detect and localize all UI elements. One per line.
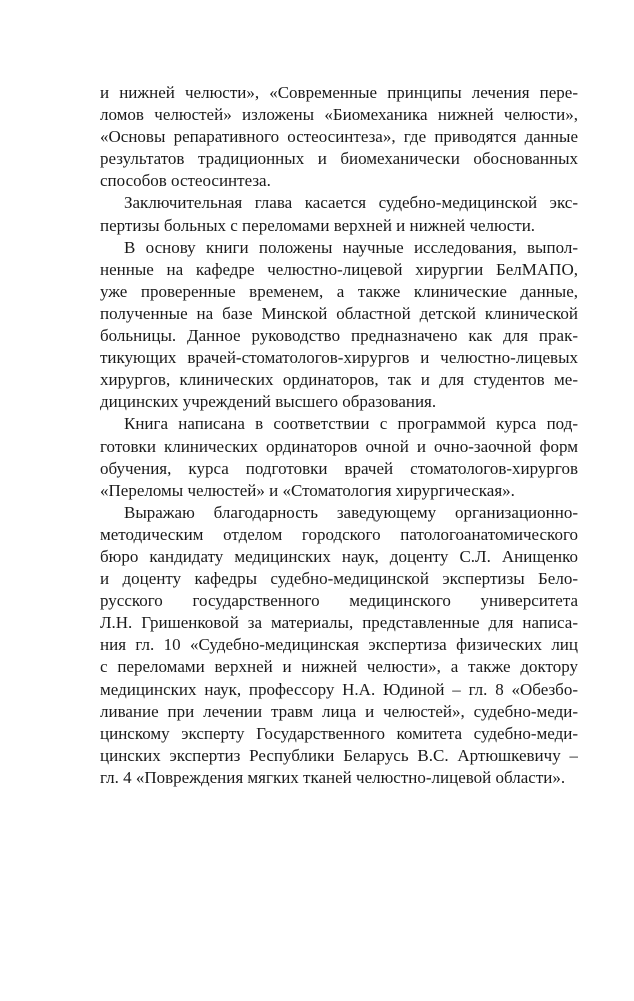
paragraph — [100, 82, 578, 192]
paragraph — [100, 502, 578, 789]
text-line: ливание при лечении травм лица и челюстей», судебно-меди- — [100, 701, 578, 721]
text-line: Заключительная глава касается судебно-медицинской экс- — [124, 193, 578, 213]
text-line: гл. 4 «Повреждения мягких тканей челюстно-лицевой области». — [100, 767, 566, 787]
text-line: цинскому эксперту Государственного комитета судебно-меди- — [100, 723, 578, 743]
text-line: «Основы репаративного остеосинтеза», где приводятся данные — [100, 127, 578, 147]
text-line: Выражаю благодарность заведующему организационно- — [124, 502, 578, 522]
text-line: цинских экспертиз Республики Беларусь В.С. Артюшкевичу – — [100, 745, 578, 765]
paragraph — [100, 192, 578, 236]
text-line: способов остеосинтеза. — [100, 171, 271, 191]
text-line: и нижней челюсти», «Современные принципы лечения пере- — [100, 83, 578, 102]
text-line: Л.Н. Гришенковой за материалы, представленные для написа- — [100, 613, 578, 633]
text-line: «Переломы челюстей» и «Стоматология хирургическая». — [100, 480, 515, 500]
text-line: уже проверенные временем, а также клинические данные, — [100, 281, 578, 301]
text-line: хирургов, клинических ординаторов, так и для студентов ме- — [100, 370, 578, 390]
text-line: пертизы больных с переломами верхней и нижней челюсти. — [100, 215, 536, 235]
text-line: медицинских наук, профессору Н.А. Юдиной – гл. 8 «Обезбо- — [100, 679, 578, 699]
text-line: и доценту кафедры судебно-медицинской экспертизы Бело- — [100, 569, 578, 589]
text-line: В основу книги положены научные исследования, выпол- — [124, 237, 578, 257]
text-line: Книга написана в соответствии с программой курса под- — [124, 414, 578, 434]
text-line: ния гл. 10 «Судебно-медицинская экспертиза физических лиц — [100, 635, 578, 655]
text-line: бюро кандидату медицинских наук, доценту С.Л. Анищенко — [100, 546, 578, 566]
text-line: ненные на кафедре челюстно-лицевой хирургии БелМАПО, — [100, 259, 578, 279]
text-line: полученные на базе Минской областной детской клинической — [100, 303, 578, 323]
paragraph — [100, 237, 578, 414]
text-line: русского государственного медицинского университета — [100, 591, 578, 611]
paragraph — [100, 413, 578, 501]
text-line: ломов челюстей» изложены «Биомеханика нижней челюсти», — [100, 105, 578, 125]
text-line: тикующих врачей-стоматологов-хирургов и челюстно-лицевых — [100, 348, 578, 368]
text-line: готовки клинических ординаторов очной и очно-заочной форм — [100, 436, 578, 456]
text-line: больницы. Данное руководство предназначено как для прак- — [100, 326, 578, 346]
text-line: обучения, курса подготовки врачей стоматологов-хирургов — [100, 458, 578, 478]
text-line: дицинских учреждений высшего образования. — [100, 392, 437, 412]
text-line: методическим отделом городского патологоанатомического — [100, 524, 578, 544]
text-line: с переломами верхней и нижней челюсти», а также доктору — [100, 657, 578, 677]
page-body — [100, 82, 578, 789]
text-line: результатов традиционных и биомеханически обоснованных — [100, 149, 578, 169]
